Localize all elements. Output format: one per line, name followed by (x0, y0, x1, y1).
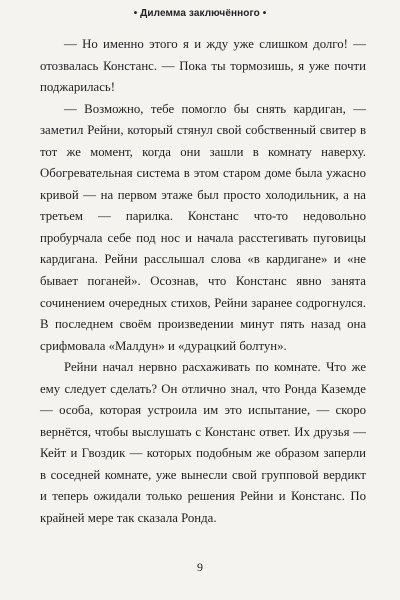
page-number: 9 (197, 560, 203, 574)
paragraph: Рейни начал нервно расхаживать по комнате. Что же ему следует сделать? Он отлично знал, что Ронда Каземде — особа, которая устроила им это испытание, — скоро вернётся, чтобы выслушать с Констанс ответ. Их друзья — Кейт и Гвоздик — которых подобным же образом заперли в соседней комнате, уже вынесли свой групповой вердикт и теперь ожидали только решения Рейни и Констанс. По крайней мере так сказала Ронда. (40, 360, 366, 526)
paragraph: — Возможно, тебе помогло бы снять кардиган, — заметил Рейни, который стянул свой собственный свитер в тот же момент, когда они зашли в комнату наверху. Обогревательная система в этом старом доме была ужасно кривой — на первом этаже был просто холодильник, а на третьем — парилка. Констанс что-то недовольно пробурчала себе под нос и начала расстегивать пуговицы кардигана. Рейни расслышал слова «в кардигане» и «не бывает поганей». Осознав, что Констанс явно занята сочинением очередных стихов, Рейни заранее содрогнулся. В последнем своём произведении минут пять назад она срифмовала «Малдун» и «дурацкий болтун». (40, 101, 366, 353)
text-body (40, 34, 366, 530)
running-header: • Дилемма заключённого • (133, 8, 267, 19)
paragraph: — Но именно этого я и жду уже слишком долго! — отозвалась Констанс. — Пока ты тормозишь, я уже почти поджарилась! (40, 37, 366, 95)
